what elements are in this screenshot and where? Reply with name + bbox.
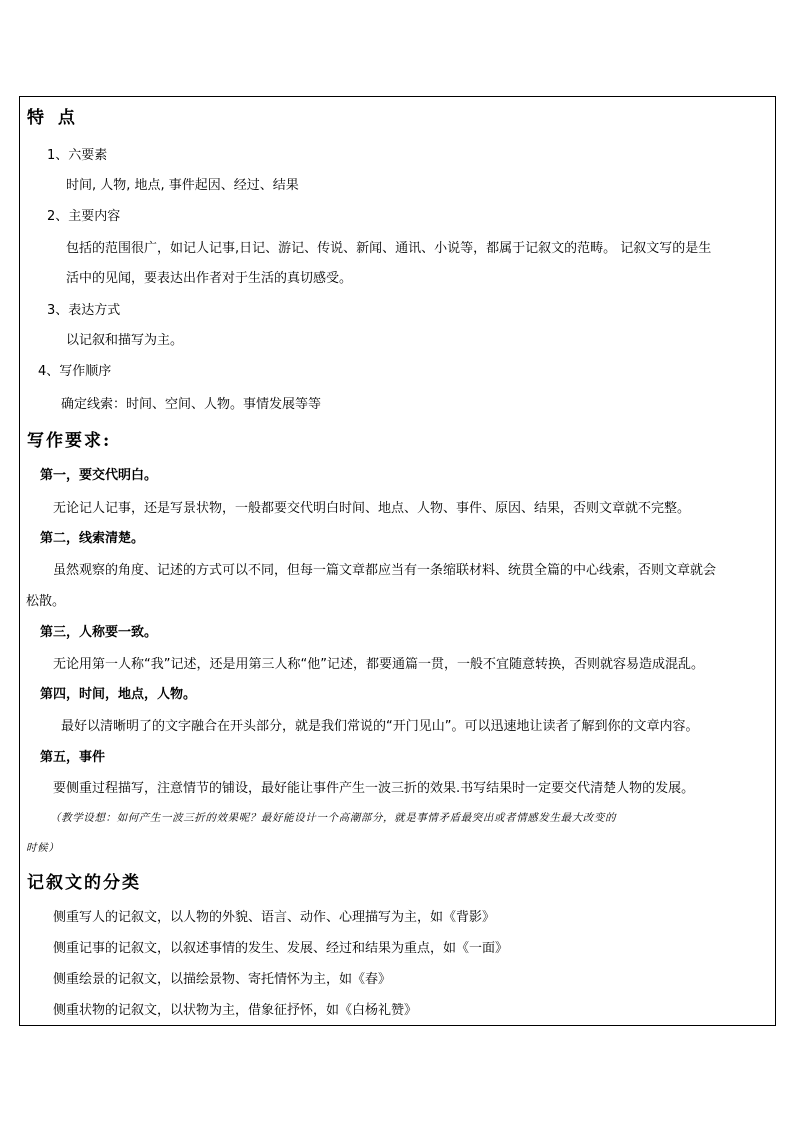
teaching-note-line-2: 时候）	[26, 842, 60, 854]
feature-heading-1: 1、六要素	[47, 148, 108, 163]
feature-text-2b: 活中的见闻，要表达出作者对于生活的真切感受。	[66, 271, 353, 286]
requirement-text-1: 无论记人记事，还是写景状物，一般都要交代明白时间、地点、人物、事件、原因、结果，否则文章就不完整。	[53, 501, 691, 516]
requirement-text-4: 最好以清晰明了的文字融合在开头部分，就是我们常说的“开门见山”。可以迅速地让读者了解到你的文章内容。	[61, 719, 699, 734]
feature-text-1: 时间, 人物, 地点, 事件起因、经过、结果	[66, 178, 299, 193]
feature-heading-2: 2、主要内容	[47, 209, 121, 224]
classification-line-1: 侧重写人的记叙文，以人物的外貌、语言、动作、心理描写为主，如《背影》	[53, 910, 496, 925]
requirement-heading-3: 第三，人称要一致。	[40, 625, 158, 640]
feature-text-3: 以记叙和描写为主。	[66, 333, 184, 348]
requirements-title: 写作要求:	[27, 431, 112, 451]
requirement-heading-4: 第四，时间，地点，人物。	[40, 687, 197, 702]
classification-line-4: 侧重状物的记叙文，以状物为主，借象征抒怀，如《白杨礼赞》	[53, 1003, 418, 1018]
requirement-text-5: 要侧重过程描写，注意情节的铺设，最好能让事件产生一波三折的效果.书写结果时一定要交代清楚人物的发展。	[53, 781, 695, 796]
requirement-heading-1: 第一，要交代明白。	[40, 468, 158, 483]
requirement-text-2b: 松散。	[26, 594, 66, 609]
requirement-text-2a: 虽然观察的角度、记述的方式可以不同，但每一篇文章都应当有一条缩联材料、统贯全篇的中心线索，否则文章就会	[53, 563, 717, 578]
requirement-heading-5: 第五，事件	[40, 750, 106, 765]
classification-line-2: 侧重记事的记叙文，以叙述事情的发生、发展、经过和结果为重点，如《一面》	[53, 941, 509, 956]
requirement-heading-2: 第二，线索清楚。	[40, 531, 145, 546]
teaching-note-line-1: （教学设想：如何产生一波三折的效果呢？最好能设计一个高潮部分，就是事情矛盾最突出或者情感发生最大改变的	[50, 812, 617, 824]
classification-line-3: 侧重绘景的记叙文，以描绘景物、寄托情怀为主，如《春》	[53, 972, 392, 987]
classification-title: 记叙文的分类	[27, 873, 141, 893]
feature-text-2a: 包括的范围很广，如记人记事,日记、游记、传说、新闻、通讯、小说等，都属于记叙文的范畴。 记叙文写的是生	[66, 241, 712, 256]
feature-heading-3: 3、表达方式	[47, 303, 121, 318]
features-title: 特 点	[27, 108, 79, 128]
feature-heading-4: 4、写作顺序	[38, 364, 112, 379]
requirement-text-3: 无论用第一人称“我”记述，还是用第三人称“他”记述，都要通篇一贯，一般不宜随意转换，否则就容易造成混乱。	[53, 657, 704, 672]
feature-text-4: 确定线索：时间、空间、人物。事情发展等等	[61, 397, 322, 412]
